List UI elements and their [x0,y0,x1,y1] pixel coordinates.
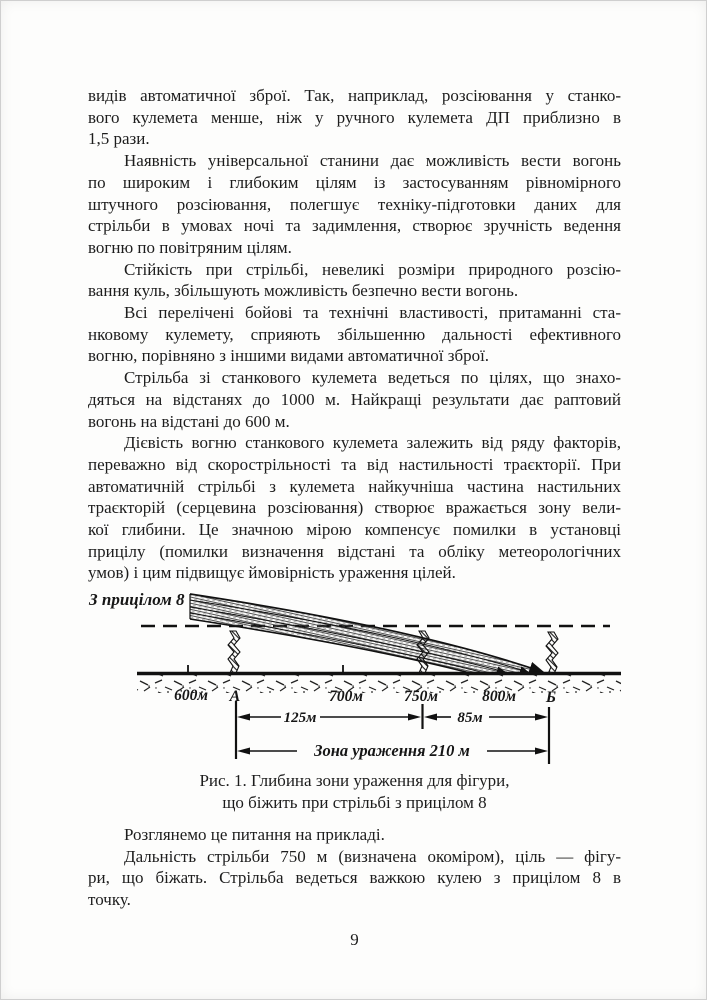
figure-1 [85,588,697,770]
zone-label: Зона ураження 210 м [314,741,470,760]
text-line: 1,5 рази. [88,129,150,149]
text-line: Стрільба зі станкового кулемета ведеться по цілях, що знахо- [124,368,621,388]
text-line: кої глибини. Це значною мірою компенсує помилки в установці [88,520,621,540]
text-line: прицілу (помилки визначення відстані та обліку метеорологічних [88,541,621,561]
target-figure-a [228,631,240,673]
text-line: Дальність стрільби 750 м (визначена окоміром), ціль — фігу- [124,846,621,866]
range-label-600m: 600м [174,687,208,704]
body-text-after-figure [88,824,621,911]
dim-label-125m: 125м [283,710,317,726]
dim-arrowhead [237,714,250,721]
figure-caption-line2: що біжить при стрільбі з прицілом 8 [222,793,487,812]
paragraph [88,302,621,367]
text-line: ри, що біжать. Стрільба ведеться важкою кулею з прицілом 8 в [88,868,621,888]
paragraph [88,432,621,584]
text-line: штучного розсіювання, полегшує техніку-підготовки даних для [88,194,621,214]
dim-arrowhead [424,714,437,721]
text-line: по широким і глибоким цілям із застосуванням рівномірного [88,172,621,192]
point-label-a: А [229,688,241,705]
text-line: переважно від скорострільності та від настильності траєкторії. При [88,454,621,474]
text-line: дяться на відстанях до 1000 м. Найкращі результати дає раптовий [88,389,621,409]
text-line: Дієвість вогню станкового кулемета залежить від ряду факторів, [124,433,621,453]
dim-arrowhead [408,714,421,721]
text-line: вання куль, збільшують можливість безпечно вести вогонь. [88,281,519,301]
dim-arrowhead [237,748,250,755]
dim-arrowhead [535,714,548,721]
dim-arrowhead [535,748,548,755]
text-line: вогонь на відстані до 600 м. [88,411,290,431]
paragraph [88,150,621,259]
paragraph [88,846,621,911]
text-line: вого кулемета менше, ніж у ручного кулемета ДП приблизно в [88,107,621,127]
paragraph [88,85,621,150]
text-line: Розглянемо це питання на прикладі. [124,825,385,844]
paragraph [88,367,621,432]
text-line: стрільби в умовах ночі та задимлення, створює зручність ведення [88,216,621,236]
page-number: 9 [350,930,359,949]
text-line: умов) і цим підвищує ймовірність ураження цілей. [88,563,456,583]
text-line: вогню, порівняно з іншими видами автоматичної зброї. [88,346,490,366]
text-line: вогню по повітряним цілям. [88,237,292,257]
range-label-700m: 700м [329,688,363,705]
figure-caption [88,770,621,814]
text-line: автоматичній стрільбі з кулемета найкучніша частина настильних [88,476,621,496]
text-line: точку. [88,890,131,910]
text-line: Всі перелічені бойові та технічні властивості, притаманні ста- [124,303,621,323]
range-label-750m: 750м [404,688,438,705]
text-line: траєкторій (серцевина розсіювання) створює вражається зону вели- [88,498,621,518]
paragraph [88,259,621,302]
dim-label-85m: 85м [457,710,483,726]
text-line: нковому кулемету, сприяють збільшенню дальності ефективного [88,324,621,344]
target-figure-b [546,632,558,674]
text-line: видів автоматичної зброї. Так, наприклад, розсіювання у станко- [88,86,621,105]
text-line: Наявність універсальної станини дає можливість вести вогонь [124,151,621,171]
sight-setting-label: З прицілом 8 [89,590,185,609]
body-text [88,85,621,584]
range-label-800m: 800м [482,688,516,705]
figure-caption-line1: Рис. 1. Глибина зони ураження для фігури, [199,771,510,790]
trajectory-diagram [85,588,697,770]
paragraph [88,824,621,846]
point-label-b: Б [545,689,557,706]
text-line: Стійкість при стрільбі, невеликі розміри природного розсію- [124,259,621,279]
